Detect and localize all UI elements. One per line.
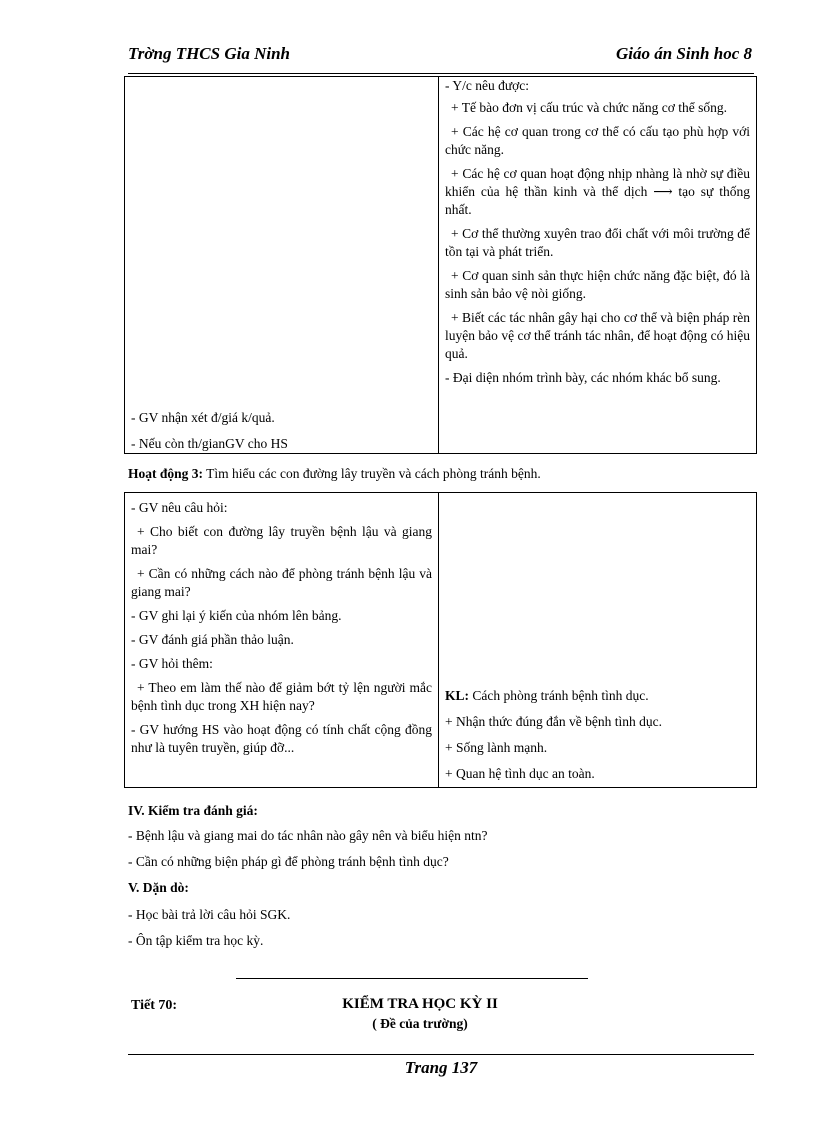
section-5-title: V. Dặn dò: [128, 880, 189, 895]
activity-3-label: Hoạt động 3: [128, 466, 204, 481]
student-note: - Y/c nêu được: [445, 78, 530, 93]
teacher-note: - GV ghi lại ý kiến của nhóm lên bảng. [131, 608, 342, 623]
activity-table-2 [124, 492, 757, 788]
student-note: + Cơ quan sinh sản thực hiện chức năng đặc biệt, đó là sinh sản bảo vệ nòi giống. [445, 268, 750, 301]
conclusion-item: + Sống lành mạnh. [445, 740, 548, 755]
activity-table-1 [124, 76, 757, 454]
activity-3-heading [128, 465, 541, 483]
section-4-title: IV. Kiểm tra đánh giá: [128, 803, 258, 818]
exam-title: KIỂM TRA HỌC KỲ II [342, 996, 498, 1012]
conclusion-item: + Quan hệ tình dục an toàn. [445, 766, 595, 781]
conclusion-label: KL: [445, 688, 470, 703]
conclusion [445, 687, 750, 705]
teacher-note: - GV nêu câu hỏi: [131, 500, 228, 515]
exam-subtitle: ( Đề của trường) [372, 1016, 468, 1031]
section-5-item: - Học bài trả lời câu hỏi SGK. [128, 907, 291, 922]
lesson-number: Tiết 70: [131, 998, 178, 1013]
teacher-note: + Cho biết con đường lây truyền bệnh lậu và giang mai? [131, 524, 432, 557]
school-name: Trờng THCS Gia Ninh [128, 44, 291, 63]
student-note: + Tế bào đơn vị cấu trúc và chức năng cơ thể sống. [451, 100, 727, 115]
teacher-note: + Theo em làm thế nào để giảm bớt tỷ lện người mắc bệnh tình dục trong XH hiện nay? [131, 680, 432, 713]
student-note: + Các hệ cơ quan trong cơ thể có cấu tạo phù hợp với chức năng. [445, 124, 750, 157]
teacher-note: - GV đánh giá phần thảo luận. [131, 632, 294, 647]
document-subject: Giáo án Sinh hoc 8 [615, 44, 752, 63]
conclusion-item: + Nhận thức đúng đắn về bệnh tình dục. [445, 714, 663, 729]
teacher-note: - GV hướng HS vào hoạt động có tính chất cộng đồng như là tuyên truyền, giúp đỡ... [131, 722, 432, 755]
activity-3-text: Tìm hiểu các con đường lây truyền và cách phòng tránh bệnh. [203, 466, 541, 481]
student-note: + Các hệ cơ quan hoạt động nhịp nhàng là nhờ sự điều khiển của hệ thần kinh và thể dịch ⟶ tạo sự thống nhất. [445, 166, 750, 217]
student-note: + Biết các tác nhân gây hại cho cơ thể và biện pháp rèn luyện bảo vệ cơ thể tránh tác nhân, để hoạt động có hiệu quả. [445, 310, 750, 361]
footer-divider [128, 1054, 754, 1055]
teacher-note: - Nếu còn th/gianGV cho HS [131, 436, 288, 451]
page-header [128, 44, 752, 68]
header-divider [128, 73, 754, 74]
section-4-item: - Bệnh lậu và giang mai do tác nhân nào gây nên và biểu hiện ntn? [128, 828, 488, 843]
section-4-item: - Cần có những biện pháp gì để phòng tránh bệnh tình dục? [128, 854, 449, 869]
student-column [439, 493, 757, 788]
teacher-note: - GV hỏi thêm: [131, 656, 213, 671]
section-divider [236, 978, 588, 979]
page-number: Trang 137 [404, 1058, 478, 1077]
student-note: + Cơ thể thường xuyên trao đổi chất với môi trường để tồn tại và phát triển. [445, 226, 750, 259]
student-column [439, 77, 757, 454]
teacher-note: - GV nhận xét đ/giá k/quả. [131, 410, 275, 425]
teacher-column [125, 493, 439, 788]
teacher-column [125, 77, 439, 454]
conclusion-text: Cách phòng tránh bệnh tình dục. [469, 688, 649, 703]
teacher-note: + Cần có những cách nào để phòng tránh bệnh lậu và giang mai? [131, 566, 432, 599]
section-5-item: - Ôn tập kiểm tra học kỳ. [128, 933, 264, 948]
student-note: - Đại diện nhóm trình bày, các nhóm khác bổ sung. [445, 370, 721, 385]
